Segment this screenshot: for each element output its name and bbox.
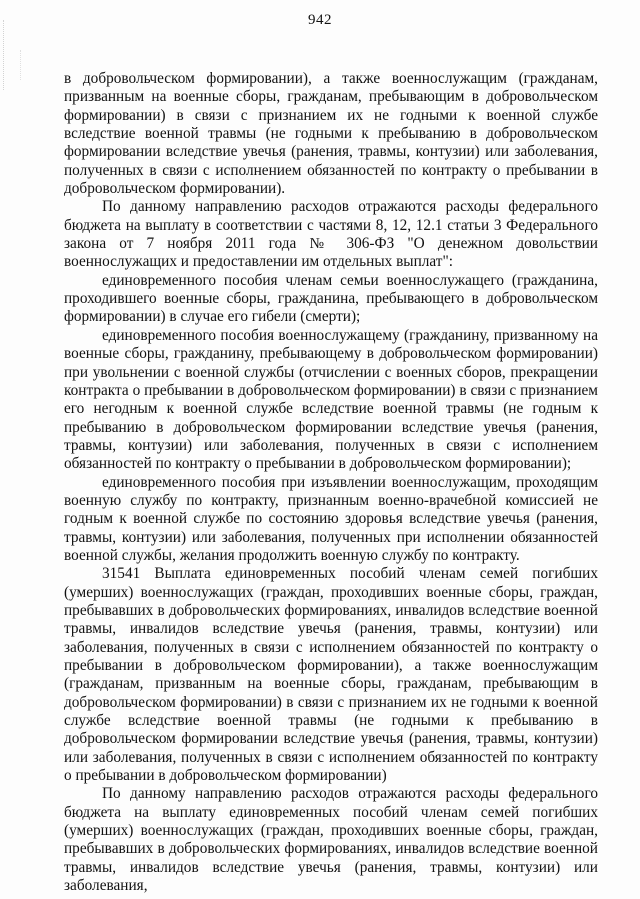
paragraph-expenses-description-2: По данному направлению расходов отражаются расходы федерального бюджета на выплату единовременных пособий членам семей погибших (умерших) военнослужащих (граждан, проходивших военные сборы, граждан, пребывавших в добровольческих формированиях, инвалидов вследствие военной травмы, инвалидов вследствие увечья (ранения, травмы, контузии) или заболевания, xyxy=(64,785,598,895)
paragraph-continue-service-allowance: единовременного пособия при изъявлении военнослужащим, проходящим военную службу по контракту, признанным военно-врачебной комиссией не годным к военной службе по состоянию здоровья вследствие увечья (ранения, травмы, контузии) или заболевания, полученных при исполнении обязанностей военной службы, желания продолжить военную службу по контракту. xyxy=(64,473,598,564)
scan-edge-artifact xyxy=(20,50,27,80)
scan-edge-artifact xyxy=(3,20,14,90)
paragraph-family-allowance: единовременного пособия членам семьи военнослужащего (гражданина, проходившего военные сборы, гражданина, пребывающего в добровольческом формировании) в случае его гибели (смерти); xyxy=(64,271,598,326)
paragraph-continuation: в добровольческом формировании), а также военнослужащим (гражданам, призванным на военные сборы, гражданам, пребывающим в добровольческом формировании) в связи с признанием их не годными к военной службе вследствие военной травмы (не годными к пребыванию в добровольческом формировании вследствие увечья (ранения, травмы, контузии) или заболевания, полученных в связи с исполнением обязанностей по контракту о пребывании в добровольческом формировании). xyxy=(64,70,598,198)
paragraph-discharge-allowance: единовременного пособия военнослужащему (гражданину, призванному на военные сборы, гражданину, пребывающему в добровольческом формировании) при увольнении с военной службы (отчислении с военных сборов, прекращении контракта о пребывании в добровольческом формировании) в связи с признанием его негодным к военной службе вследствие военной травмы (не годным к пребыванию в добровольческом формировании вследствие увечья (ранения, травмы, контузии) или заболевания, полученных в связи с исполнением обязанностей по контракту о пребывании в добровольческом формировании); xyxy=(64,326,598,473)
paragraph-code-31541: 31541 Выплата единовременных пособий членам семей погибших (умерших) военнослужащих (граждан, проходивших военные сборы, граждан, пребывавших в добровольческих формированиях, инвалидов вследствие военной травмы, инвалидов вследствие увечья (ранения, травмы, контузии) или заболевания, полученных в связи с исполнением обязанностей по контракту о пребывании в добровольческом формировании), а также военнослужащим (гражданам, призванным на военные сборы, гражданам, пребывающим в добровольческом формировании) в связи с признанием их не годными к военной службе вследствие военной травмы (не годными к пребыванию в добровольческом формировании вследствие увечья (ранения, травмы, контузии) или заболевания, полученных в связи с исполнением обязанностей по контракту о пребывании в добровольческом формировании) xyxy=(64,565,598,785)
body-text xyxy=(64,70,598,895)
page-number: 942 xyxy=(308,12,332,28)
paragraph-expenses-description: По данному направлению расходов отражаются расходы федерального бюджета на выплату в соответствии с частями 8, 12, 12.1 статьи 3 Федерального закона от 7 ноября 2011 года № 306-ФЗ "О денежном довольствии военнослужащих и предоставлении им отдельных выплат": xyxy=(64,198,598,271)
